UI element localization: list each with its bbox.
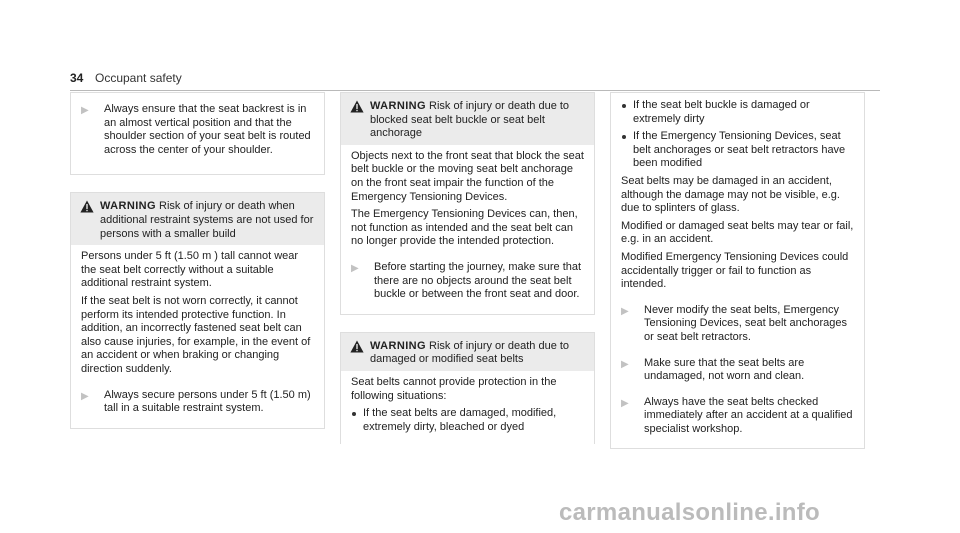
warning-label: WARNING (100, 200, 156, 213)
warning-title: Risk of injury or death due to blocked seat belt buckle or seat belt anchorage (370, 100, 570, 140)
warning-box-damaged (340, 332, 595, 445)
bullet-item: If the Emergency Tensioning Devices, seat belt anchorages or seat belt retractors have been modified (621, 130, 854, 171)
continued-box (610, 92, 865, 449)
action-arrow-icon: ▶ (621, 397, 629, 409)
warning-header (71, 193, 324, 245)
action-arrow-icon: ▶ (81, 390, 89, 402)
page-header (70, 69, 880, 91)
body-paragraph: Seat belts may be damaged in an accident, although the damage may not be visible, e.g. due to splinters of glass. (621, 174, 840, 215)
bullet-dot-icon (622, 135, 626, 139)
action-item: ▶ Make sure that the seat belts are undamaged, not worn and clean. (621, 356, 805, 383)
bullet-dot-icon (622, 104, 626, 108)
action-item: ▶ Always ensure that the seat backrest is in an almost vertical position and that the shoulder section of your seat belt is routed across the center of your shoulder. (81, 103, 311, 156)
intro-box (70, 92, 325, 175)
bullet-item: If the seat belt buckle is damaged or extremely dirty (621, 99, 854, 126)
page-number: 34 (70, 71, 84, 85)
warning-paragraph: Objects next to the front seat that block the seat belt buckle or the moving seat belt anchorage on the front seat impair the function of the Emergency Tensioning Devices. (351, 149, 584, 203)
action-arrow-icon: ▶ (351, 262, 359, 274)
warning-header (341, 333, 594, 371)
header-divider (70, 90, 880, 91)
warning-box-buckle (340, 92, 595, 315)
warning-title: Risk of injury or death when additional restraint systems are not used for persons with a smaller build (100, 200, 314, 240)
warning-paragraph: The Emergency Tensioning Devices can, then, not function as intended and the seat belt can no longer provide the intended protection. (351, 208, 578, 248)
action-arrow-icon: ▶ (81, 105, 89, 116)
action-item: ▶ Never modify the seat belts, Emergency Tensioning Devices, seat belt anchorages or seat belt retractors. (621, 303, 848, 343)
warning-body (71, 245, 324, 428)
watermark: carmanualsonline.info (559, 499, 821, 526)
warning-body (341, 145, 594, 314)
column-left (70, 92, 325, 446)
action-arrow-icon: ▶ (621, 305, 629, 317)
warning-label: WARNING (370, 100, 426, 112)
action-item: ▶ Always secure persons under 5 ft (1.50 m) tall in a suitable restraint system. (81, 388, 311, 415)
body-paragraph: Modified Emergency Tensioning Devices could accidentally trigger or fail to function as intended. (621, 250, 849, 291)
column-middle (340, 92, 595, 461)
warning-box-restraint (70, 192, 325, 428)
bullet-dot-icon (352, 412, 356, 416)
warning-triangle-icon (350, 340, 364, 353)
action-item: ▶ Before starting the journey, make sure that there are no objects around the seat belt buckle or between the front seat and door. (351, 260, 582, 301)
warning-paragraph: If the seat belt is not worn correctly, it cannot perform its intended protective function. In addition, an incorrectly fastened seat belt can also cause injuries, for example, in the event of an accident or when braking or changing direction suddenly. (81, 294, 311, 375)
warning-triangle-icon (80, 200, 94, 213)
warning-body (341, 371, 594, 444)
warning-label: WARNING (370, 339, 426, 352)
warning-paragraph: Persons under 5 ft (1.50 m ) tall cannot wear the seat belt correctly without a suitable additional restraint system. (81, 250, 299, 290)
column-right (610, 92, 865, 466)
body-paragraph: Modified or damaged seat belts may tear or fail, e.g. in an accident. (621, 219, 854, 246)
bullet-item: If the seat belts are damaged, modified, extremely dirty, bleached or dyed (351, 407, 584, 434)
action-arrow-icon: ▶ (621, 358, 629, 370)
warning-triangle-icon (350, 100, 364, 113)
page-title: Occupant safety (95, 71, 182, 85)
action-item: ▶ Always have the seat belts checked immediately after an accident at a qualified specialist workshop. (621, 395, 853, 435)
warning-header (341, 93, 594, 145)
warning-title: Risk of injury or death due to damaged or modified seat belts (370, 339, 570, 366)
warning-paragraph: Seat belts cannot provide protection in the following situations: (351, 375, 557, 402)
